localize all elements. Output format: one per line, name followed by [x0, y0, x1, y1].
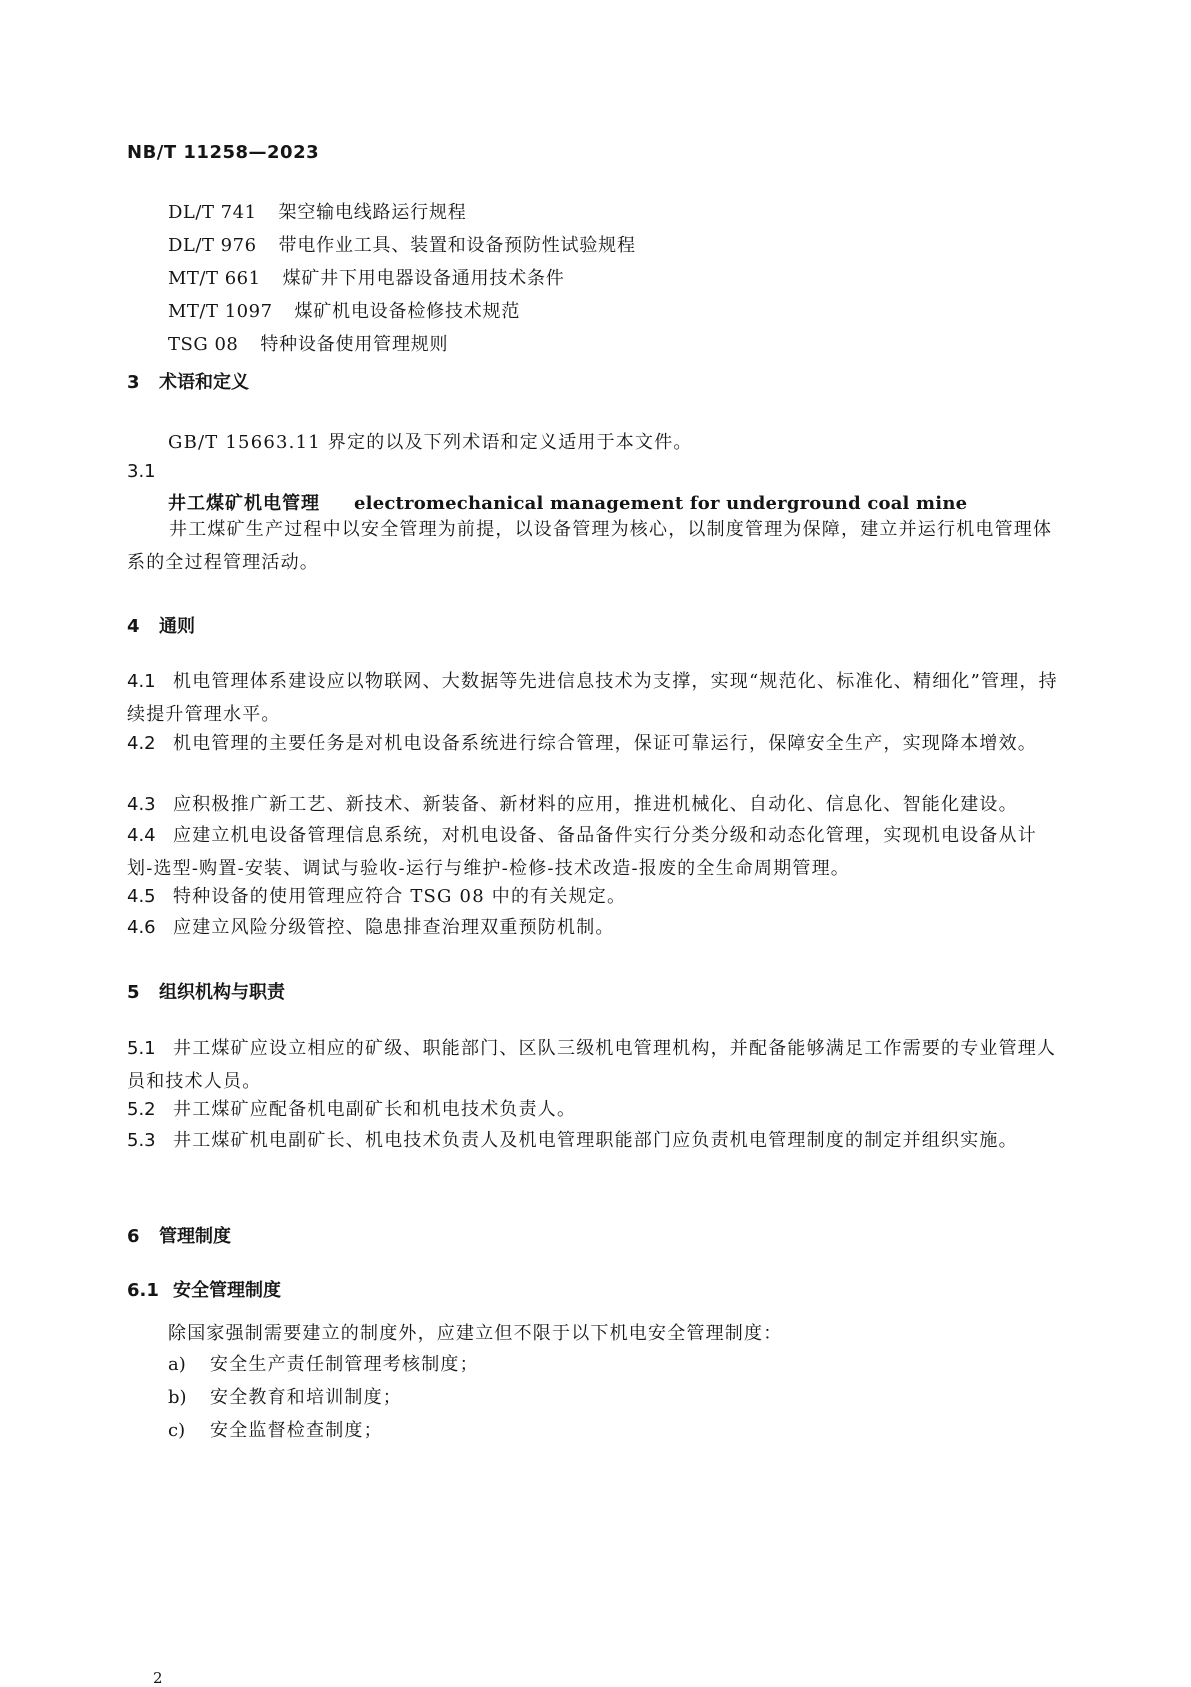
- reference-item: [168, 196, 636, 229]
- list-item: [168, 1381, 479, 1414]
- clause-number: 4.5: [127, 886, 156, 907]
- reference-title: 煤矿井下用电器设备通用技术条件: [282, 268, 565, 289]
- clause-4-5: [127, 880, 1062, 913]
- section-number: 3: [127, 372, 140, 393]
- list-text: 安全监督检查制度；: [210, 1420, 383, 1441]
- term-chinese: 井工煤矿机电管理: [168, 493, 320, 514]
- reference-title: 带电作业工具、装置和设备预防性试验规程: [278, 235, 636, 256]
- clause-number: 5.1: [127, 1038, 156, 1059]
- section-title: 组织机构与职责: [159, 982, 285, 1003]
- list-marker: a): [168, 1354, 186, 1375]
- term-definition: 井工煤矿生产过程中以安全管理为前提，以设备管理为核心，以制度管理为保障，建立并运行机电管理体系的全过程管理活动。: [127, 519, 1053, 573]
- safety-rules-list: [168, 1348, 479, 1447]
- list-item: [168, 1348, 479, 1381]
- section-title: 通则: [159, 616, 195, 637]
- section-title: 管理制度: [159, 1226, 231, 1247]
- subsection-title: 安全管理制度: [173, 1280, 281, 1301]
- reference-item: [168, 229, 636, 262]
- list-marker: b): [168, 1387, 187, 1408]
- clause-5-3: [127, 1124, 1062, 1157]
- clause-text: 井工煤矿机电副矿长、机电技术负责人及机电管理职能部门应负责机电管理制度的制定并组织实施。: [173, 1130, 1018, 1151]
- reference-code: MT/T 661: [168, 268, 261, 289]
- clause-number: 4.4: [127, 825, 156, 846]
- reference-code: DL/T 976: [168, 235, 257, 256]
- clause-text: 应积极推广新工艺、新技术、新装备、新材料的应用，推进机械化、自动化、信息化、智能化建设。: [173, 794, 1018, 815]
- reference-title: 架空输电线路运行规程: [278, 202, 467, 223]
- reference-title: 煤矿机电设备检修技术规范: [294, 301, 521, 322]
- terms-intro: GB/T 15663.11 界定的以及下列术语和定义适用于本文件。: [168, 432, 693, 453]
- term-number: 3.1: [127, 461, 156, 482]
- clause-4-2: [127, 727, 1062, 760]
- clause-4-4: [127, 819, 1062, 885]
- reference-item: [168, 295, 636, 328]
- list-text: 安全生产责任制管理考核制度；: [210, 1354, 479, 1375]
- list-text: 安全教育和培训制度；: [210, 1387, 402, 1408]
- clause-text: 应建立机电设备管理信息系统，对机电设备、备品备件实行分类分级和动态化管理，实现机电设备从计划-选型-购置-安装、调试与验收-运行与维护-检修-技术改造-报废的全生命周期管理。: [127, 825, 1037, 879]
- safety-rules-intro: 除国家强制需要建立的制度外，应建立但不限于以下机电安全管理制度：: [168, 1323, 783, 1344]
- clause-number: 4.1: [127, 671, 156, 692]
- standard-code-header: NB/T 11258—2023: [127, 142, 320, 163]
- normative-reference-list: [168, 196, 636, 361]
- clause-4-3: [127, 788, 1062, 821]
- section-number: 4: [127, 616, 140, 637]
- section-3-heading: [127, 368, 249, 394]
- reference-item: [168, 262, 636, 295]
- clause-number: 4.2: [127, 733, 156, 754]
- clause-text: 特种设备的使用管理应符合 TSG 08 中的有关规定。: [173, 886, 627, 907]
- reference-code: TSG 08: [168, 334, 239, 355]
- clause-text: 应建立风险分级管控、隐患排查治理双重预防机制。: [173, 917, 615, 938]
- page-number: 2: [153, 1669, 163, 1687]
- clause-5-2: [127, 1093, 1062, 1126]
- clause-text: 井工煤矿应配备机电副矿长和机电技术负责人。: [173, 1099, 577, 1120]
- reference-title: 特种设备使用管理规则: [260, 334, 449, 355]
- clause-4-1: [127, 665, 1062, 731]
- section-4-heading: [127, 612, 195, 638]
- subsection-6-1-heading: [127, 1276, 281, 1302]
- clause-number: 4.3: [127, 794, 156, 815]
- list-item: [168, 1414, 479, 1447]
- section-title: 术语和定义: [159, 372, 249, 393]
- reference-code: MT/T 1097: [168, 301, 273, 322]
- section-number: 6: [127, 1226, 140, 1247]
- section-5-heading: [127, 978, 285, 1004]
- clause-5-1: [127, 1032, 1062, 1098]
- clause-4-6: [127, 911, 1062, 944]
- clause-text: 井工煤矿应设立相应的矿级、职能部门、区队三级机电管理机构，并配备能够满足工作需要的专业管理人员和技术人员。: [127, 1038, 1057, 1092]
- clause-number: 5.2: [127, 1099, 156, 1120]
- subsection-number: 6.1: [127, 1280, 159, 1301]
- section-number: 5: [127, 982, 140, 1003]
- term-english: electromechanical management for underground coal mine: [354, 493, 968, 514]
- section-6-heading: [127, 1222, 231, 1248]
- reference-item: [168, 328, 636, 361]
- clause-number: 5.3: [127, 1130, 156, 1151]
- clause-text: 机电管理体系建设应以物联网、大数据等先进信息技术为支撑，实现“规范化、标准化、精细化”管理，持续提升管理水平。: [127, 671, 1058, 725]
- term-entry: [168, 489, 967, 515]
- clause-number: 4.6: [127, 917, 156, 938]
- reference-code: DL/T 741: [168, 202, 257, 223]
- clause-text: 机电管理的主要任务是对机电设备系统进行综合管理，保证可靠运行，保障安全生产，实现降本增效。: [173, 733, 1037, 754]
- list-marker: c): [168, 1420, 186, 1441]
